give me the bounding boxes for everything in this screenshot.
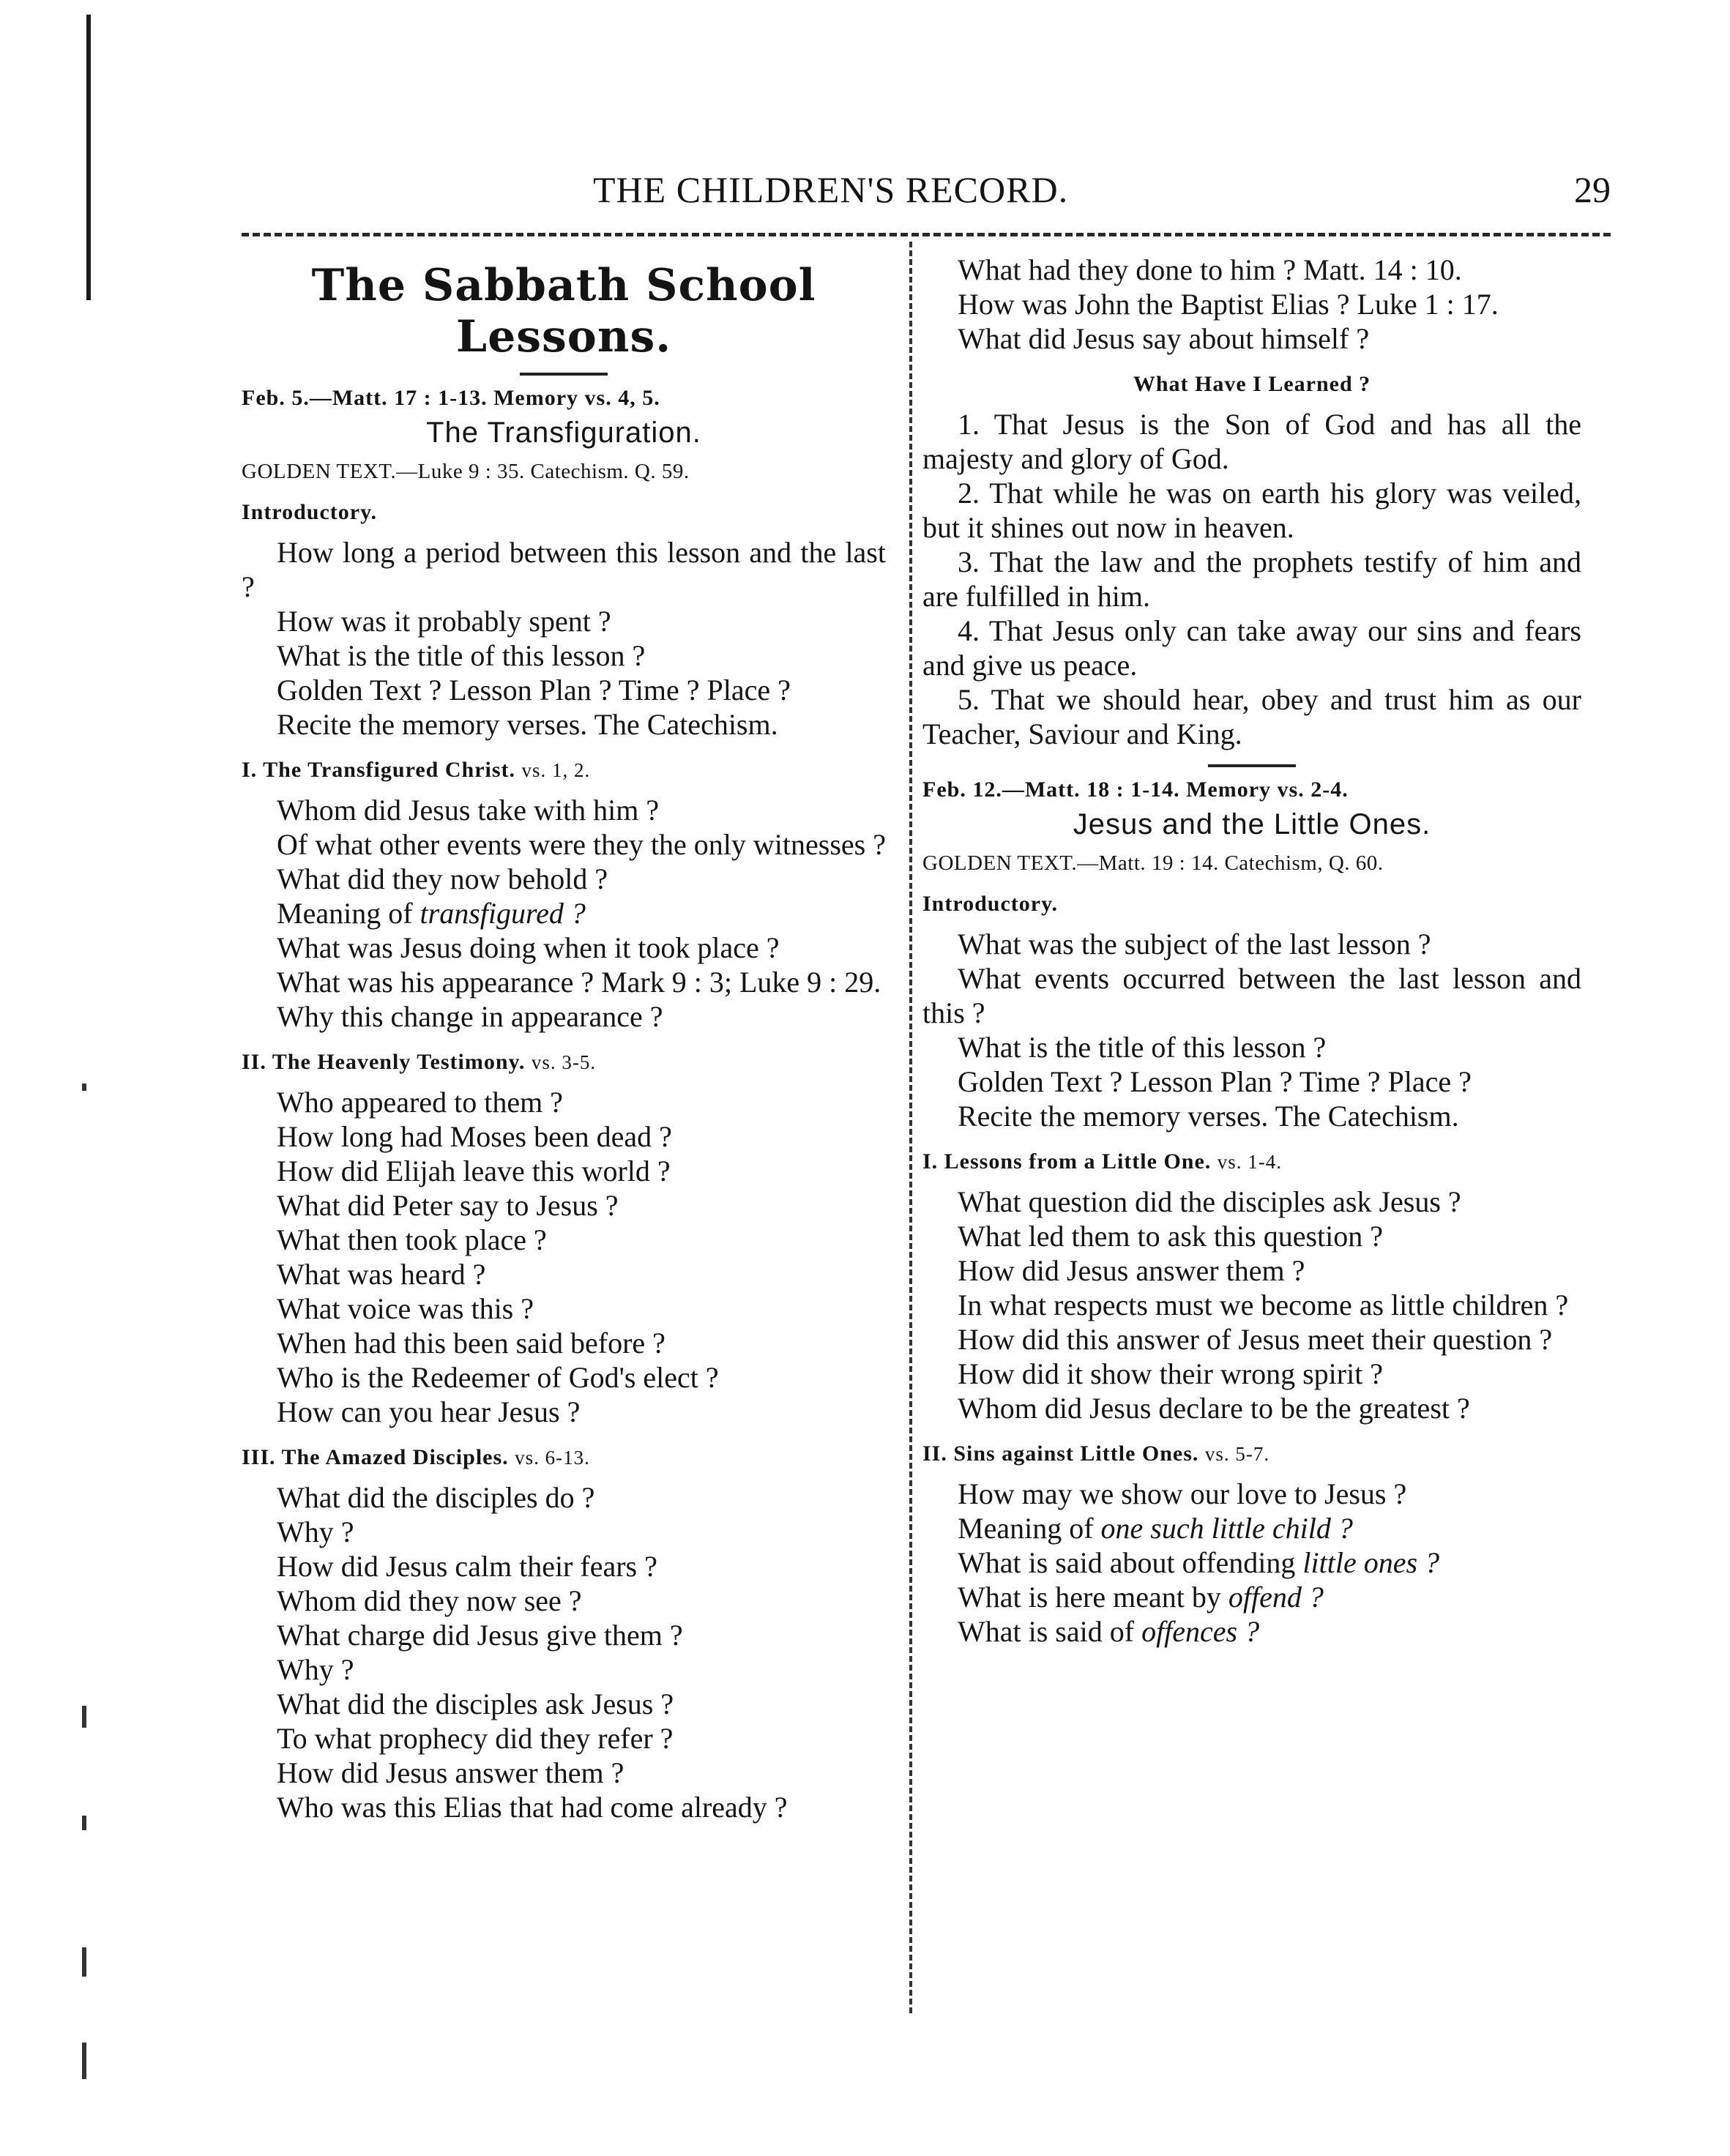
question: When had this been said before ? (277, 1327, 665, 1359)
learned-item: 3. That the law and the prophets testify of him and are fulfilled in him. (922, 545, 1581, 613)
golden-text: GOLDEN TEXT.—Matt. 19 : 14. Catechism, Q. 60. (922, 851, 1384, 875)
verse-ref: vs. 3-5. (531, 1051, 597, 1073)
question: Of what other events were they the only witnesses ? (277, 828, 886, 861)
section-heading (242, 1050, 886, 1075)
question: What led them to ask this question ? (958, 1220, 1383, 1253)
section-heading (922, 1149, 1581, 1174)
section-heading: Introductory. (922, 892, 1058, 916)
question: Why this change in appearance ? (277, 1000, 663, 1033)
question: What is the title of this lesson ? (958, 1031, 1327, 1064)
question: How was John the Baptist Elias ? Luke 1 : 17. (958, 288, 1499, 321)
question: What was Jesus doing when it took place ? (277, 931, 780, 964)
edge-mark (82, 1947, 86, 1977)
question: Who appeared to them ? (277, 1086, 563, 1119)
question: How may we show our love to Jesus ? (958, 1477, 1407, 1510)
edge-mark (82, 1816, 86, 1830)
question: What voice was this ? (277, 1292, 534, 1325)
question: Who was this Elias that had come already ? (277, 1791, 788, 1824)
question: What is the title of this lesson ? (277, 639, 646, 672)
header-rule (242, 233, 1611, 236)
italic-term: offences ? (1141, 1615, 1260, 1648)
lesson-title: Jesus and the Little Ones. (1073, 808, 1431, 840)
question: What was his appearance ? Mark 9 : 3; Luke 9 : 29. (277, 966, 881, 999)
column-divider (909, 242, 912, 2013)
question (922, 1580, 1581, 1614)
question: Golden Text ? Lesson Plan ? Time ? Place ? (958, 1065, 1472, 1098)
page-number: 29 (1574, 169, 1611, 210)
question: What then took place ? (277, 1223, 547, 1256)
question: Whom did Jesus take with him ? (277, 794, 660, 827)
section-title: III. The Amazed Disciples. (242, 1445, 509, 1469)
question: What did Jesus say about himself ? (958, 322, 1370, 355)
learned-item: 1. That Jesus is the Son of God and has all the majesty and glory of God. (922, 408, 1581, 475)
lesson-heading: Feb. 12.—Matt. 18 : 1-14. Memory vs. 2-4. (922, 777, 1349, 802)
section-title: II. The Heavenly Testimony. (242, 1050, 526, 1074)
section-title: I. The Transfigured Christ. (242, 758, 516, 782)
section-rule (1208, 764, 1296, 767)
edge-mark (82, 2043, 86, 2079)
question-text: What is said of (958, 1615, 1142, 1648)
page-edge-line (86, 15, 91, 300)
question: What did they now behold ? (277, 862, 608, 895)
section-title: II. Sins against Little Ones. (922, 1441, 1199, 1466)
section-title: I. Lessons from a Little One. (922, 1149, 1212, 1174)
section-rule (520, 373, 608, 376)
question: What had they done to him ? Matt. 14 : 10. (958, 253, 1462, 286)
question (922, 1614, 1581, 1649)
question: What was the subject of the last lesson ? (958, 928, 1431, 960)
question: What did the disciples ask Jesus ? (277, 1687, 674, 1720)
question: Recite the memory verses. The Catechism. (958, 1100, 1459, 1133)
question: How can you hear Jesus ? (277, 1395, 581, 1428)
lesson-heading: Feb. 5.—Matt. 17 : 1-13. Memory vs. 4, 5. (242, 386, 660, 410)
question (922, 1511, 1581, 1545)
question-text: What is said about offending (958, 1546, 1303, 1579)
right-column (922, 253, 1581, 1649)
question-text: What is here meant by (958, 1581, 1228, 1614)
page-header (242, 168, 1611, 227)
question: To what prophecy did they refer ? (277, 1722, 674, 1755)
question: What question did the disciples ask Jesus ? (958, 1185, 1461, 1218)
question: Why ? (277, 1515, 354, 1548)
italic-term: little ones ? (1302, 1546, 1440, 1579)
question: How did Jesus answer them ? (277, 1756, 624, 1789)
italic-term: transfigured ? (420, 897, 586, 930)
verse-ref: vs. 1-4. (1217, 1151, 1283, 1173)
section-heading (242, 758, 886, 783)
edge-mark (82, 1706, 86, 1728)
question: How did this answer of Jesus meet their question ? (958, 1323, 1553, 1356)
left-column (242, 253, 886, 1824)
question: What was heard ? (277, 1258, 486, 1291)
section-heading (922, 1441, 1581, 1466)
question-text: Meaning of (958, 1512, 1101, 1545)
question: How did Jesus answer them ? (958, 1254, 1305, 1287)
learned-item: 5. That we should hear, obey and trust him as our Teacher, Saviour and King. (922, 683, 1581, 750)
section-heading (242, 1445, 886, 1470)
italic-term: one such little child ? (1100, 1512, 1353, 1545)
verse-ref: vs. 5-7. (1204, 1443, 1270, 1465)
question: What did the disciples do ? (277, 1481, 595, 1514)
question: Whom did Jesus declare to be the greatest ? (958, 1392, 1470, 1425)
question: In what respects must we become as little children ? (958, 1288, 1569, 1321)
golden-text: GOLDEN TEXT.—Luke 9 : 35. Catechism. Q. 59. (242, 460, 690, 483)
question: Whom did they now see ? (277, 1584, 582, 1617)
verse-ref: vs. 1, 2. (521, 759, 591, 781)
learned-item: 4. That Jesus only can take away our sins and fears and give us peace. (922, 614, 1581, 682)
question: What did Peter say to Jesus ? (277, 1189, 619, 1222)
question: What charge did Jesus give them ? (277, 1619, 683, 1652)
lesson-title: The Transfiguration. (426, 417, 701, 449)
question (242, 896, 886, 930)
masthead: The Sabbath School Lessons. (311, 260, 816, 362)
question (922, 1545, 1581, 1580)
question: How did Elijah leave this world ? (277, 1155, 671, 1187)
running-title: THE CHILDREN'S RECORD. (593, 169, 1069, 210)
question: Golden Text ? Lesson Plan ? Time ? Place ? (277, 674, 791, 706)
question: Why ? (277, 1653, 354, 1686)
question: What events occurred between the last lesson and this ? (922, 962, 1581, 1029)
question: How long had Moses been dead ? (277, 1120, 672, 1153)
question: How did it show their wrong spirit ? (958, 1357, 1384, 1390)
question-text: Meaning of (277, 897, 420, 930)
question: How long a period between this lesson and the last ? (242, 536, 886, 603)
verse-ref: vs. 6-13. (515, 1447, 590, 1469)
learned-item: 2. That while he was on earth his glory was veiled, but it shines out now in heaven. (922, 477, 1581, 544)
section-heading: Introductory. (242, 500, 377, 524)
question: Recite the memory verses. The Catechism. (277, 708, 778, 741)
question: Who is the Redeemer of God's elect ? (277, 1361, 719, 1394)
question: How did Jesus calm their fears ? (277, 1550, 657, 1583)
edge-mark (82, 1083, 86, 1091)
question: How was it probably spent ? (277, 605, 611, 638)
section-heading: What Have I Learned ? (1133, 372, 1371, 396)
italic-term: offend ? (1228, 1581, 1324, 1614)
